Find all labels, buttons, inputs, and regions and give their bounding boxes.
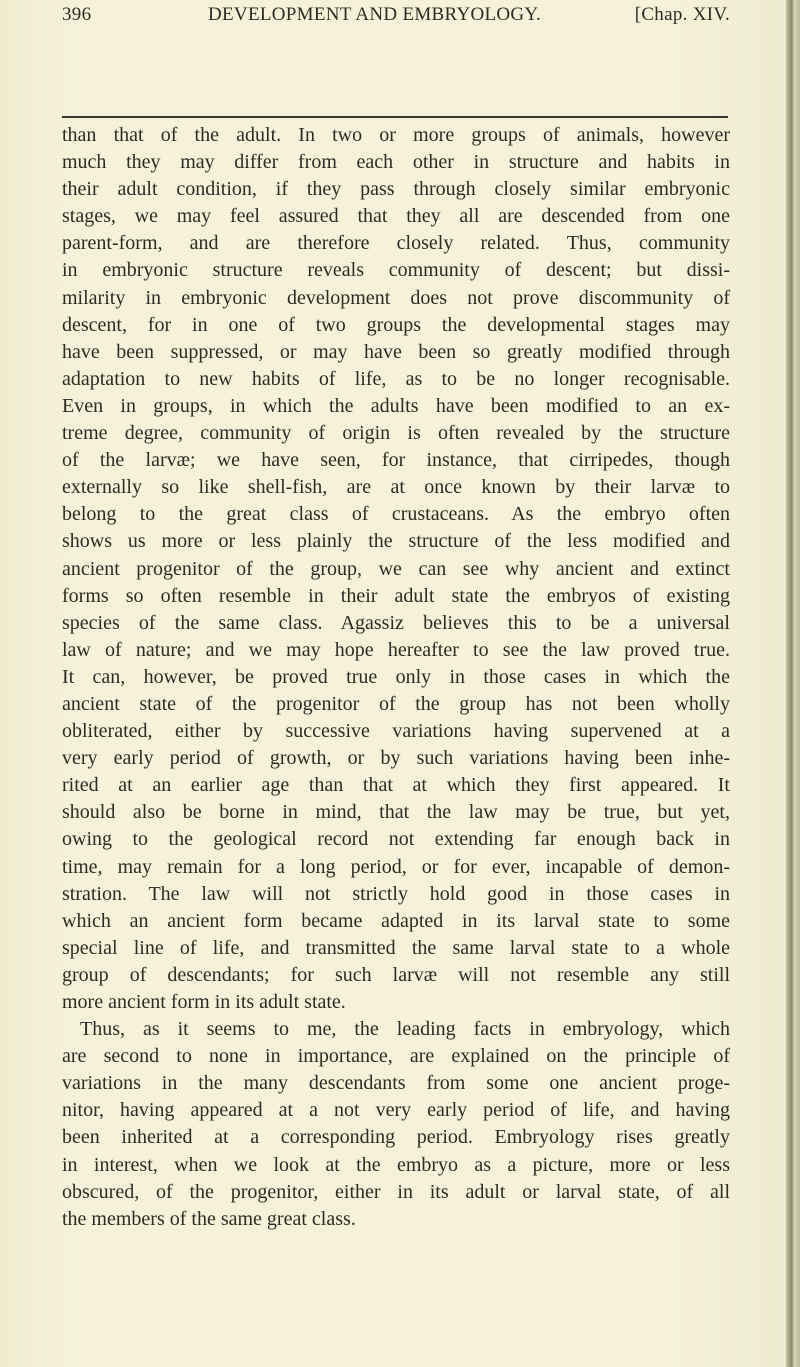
text-line: treme degree, community of origin is often revealed by the structure (62, 422, 730, 445)
text-line: special line of life, and transmitted the same larval state to a whole (62, 936, 730, 959)
text-line: belong to the great class of crustaceans. As the embryo often (62, 503, 730, 526)
text-line: shows us more or less plainly the structure of the less modified and (62, 530, 730, 553)
text-line: species of the same class. Agassiz believes this to be a universal (62, 611, 730, 634)
running-title: DEVELOPMENT AND EMBRYOLOGY. (208, 4, 542, 25)
text-line: adaptation to new habits of life, as to be no longer recognisable. (62, 367, 730, 390)
running-header (62, 4, 730, 34)
text-line: ancient progenitor of the group, we can see why ancient and extinct (62, 557, 730, 580)
text-line: time, may remain for a long period, or for ever, incapable of demon- (62, 855, 730, 878)
text-line: very early period of growth, or by such variations having been inhe- (62, 747, 730, 770)
text-line: the members of the same great class. (62, 1207, 356, 1230)
text-line: It can, however, be proved true only in those cases in which the (62, 665, 730, 688)
text-line: stration. The law will not strictly hold good in those cases in (62, 882, 730, 905)
text-line: of the larvæ; we have seen, for instance, that cirripedes, though (62, 449, 730, 472)
text-line: obscured, of the progenitor, either in its adult or larval state, of all (62, 1180, 730, 1203)
text-line: descent, for in one of two groups the developmental stages may (62, 313, 730, 336)
text-line: in embryonic structure reveals community of descent; but dissi- (62, 259, 730, 282)
text-line: law of nature; and we may hope hereafter to see the law proved true. (62, 638, 730, 661)
text-line: variations in the many descendants from some one ancient proge- (62, 1072, 730, 1095)
text-line: than that of the adult. In two or more groups of animals, however (62, 124, 730, 146)
text-line: should also be borne in mind, that the law may be true, but yet, (62, 801, 730, 824)
text-line: been inherited at a corresponding period. Embryology rises greatly (62, 1126, 730, 1149)
text-line: rited at an earlier age than that at which they first appeared. It (62, 774, 730, 797)
text-line: stages, we may feel assured that they all are descended from one (62, 205, 730, 228)
text-line: which an ancient form became adapted in its larval state to some (62, 909, 730, 932)
text-line: their adult condition, if they pass through closely similar embryonic (62, 178, 730, 201)
text-line: ancient state of the progenitor of the group has not been wholly (62, 692, 730, 715)
text-line: more ancient form in its adult state. (62, 991, 346, 1013)
text-line: in interest, when we look at the embryo as a picture, more or less (62, 1153, 730, 1176)
text-line: externally so like shell-fish, are at once known by their larvæ to (62, 476, 730, 499)
page-number: 396 (62, 4, 92, 25)
text-line: much they may differ from each other in structure and habits in (62, 151, 730, 174)
text-line: owing to the geological record not extending far enough back in (62, 828, 730, 851)
text-line: group of descendants; for such larvæ will not resemble any still (62, 963, 730, 986)
text-line: milarity in embryonic development does not prove discommunity of (62, 286, 730, 309)
chapter-label: [Chap. XIV. (634, 4, 730, 25)
text-line: obliterated, either by successive variations having supervened at a (62, 720, 730, 743)
book-binding-edge (786, 0, 800, 1367)
text-line: forms so often resemble in their adult state the embryos of existing (62, 584, 730, 607)
text-line: nitor, having appeared at a not very early period of life, and having (62, 1099, 730, 1122)
text-line: Thus, as it seems to me, the leading facts in embryology, which (80, 1018, 730, 1041)
body-text (62, 122, 730, 1233)
header-rule (62, 116, 728, 118)
text-line: Even in groups, in which the adults have been modified to an ex- (62, 394, 730, 417)
text-line: parent-form, and are therefore closely related. Thus, community (62, 232, 730, 255)
text-line: have been suppressed, or may have been so greatly modified through (62, 340, 730, 363)
text-line: are second to none in importance, are explained on the principle of (62, 1045, 730, 1068)
